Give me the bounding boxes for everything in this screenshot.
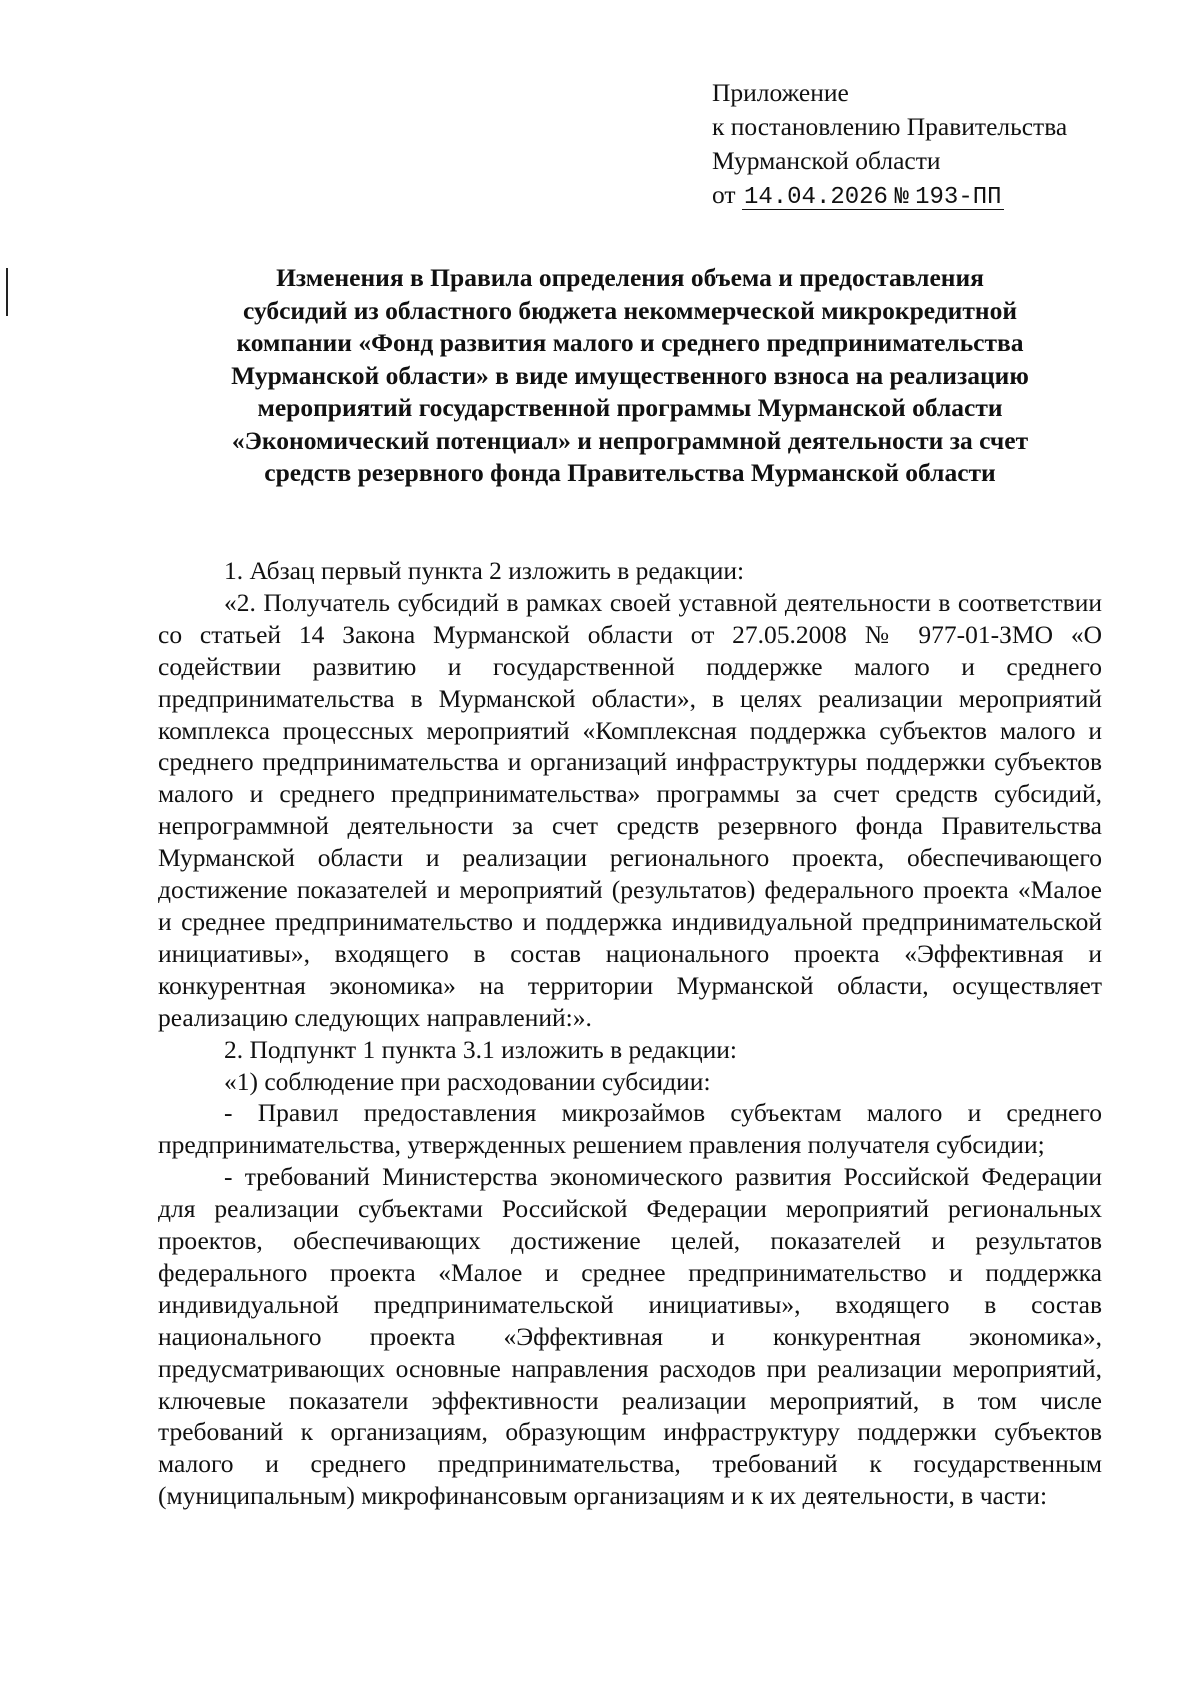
paragraph-2: «2. Получатель субсидий в рамках своей уставной деятельности в соответствии со статьей 14 Закона Мурманской области от 27.05.2008 № 977-01-ЗМО «О содействии развитию и государственной поддержке малого и среднего предпринимательства в Мурманской области», в целях реализации мероприятий комплекса процессных мероприятий «Комплексная поддержка субъектов малого и среднего предпринимательства и организаций инфраструктуры поддержки субъектов малого и среднего предпринимательства» программы за счет средств субсидий, непрограммной деятельности за счет средств резервного фонда Правительства Мурманской области и реализации регионального проекта, обеспечивающего достижение показателей и мероприятий (результатов) федерального проекта «Малое и среднее предпринимательство и поддержка индивидуальной предпринимательской инициативы», входящего в состав национального проекта «Эффективная и конкурентная экономика» на территории Мурманской области, осуществляет реализацию следующих направлений:». [158,587,1102,1032]
scan-margin-mark [6,268,8,316]
title-line-3: компании «Фонд развития малого и среднего предпринимательства [236,328,1024,357]
document-title [150,262,1110,490]
title-line-2: субсидий из областного бюджета некоммерческой микрокредитной [242,295,1018,325]
resolution-number: 193-ПП [915,184,1002,211]
title-line-6: «Экономический потенциал» и непрограммной деятельности за счет [231,425,1029,455]
date-prefix: от [712,180,736,209]
paragraph-4: «1) соблюдение при расходовании субсидии: [224,1066,711,1096]
document-body [158,555,1102,1512]
paragraph-5: - Правил предоставления микрозаймов субъектам малого и среднего предпринимательства, утвержденных решением правления получателя субсидии; [158,1098,1102,1160]
number-sign: № [894,184,909,211]
appendix-resolution-line: к постановлению Правительства [712,112,1068,141]
paragraph-6: - требований Министерства экономического развития Российской Федерации для реализации субъектами Российской Федерации мероприятий региональных проектов, обеспечивающих достижение целей, показателей и результатов федерального проекта «Малое и среднее предпринимательство и поддержка индивидуальной предпринимательской инициативы», входящего в состав национального проекта «Эффективная и конкурентная экономика», предусматривающих основные направления расходов при реализации мероприятий, ключевые показатели эффективности реализации мероприятий, в том числе требований к организациям, образующим инфраструктуру поддержки субъектов малого и среднего предпринимательства, требований к государственным (муниципальным) микрофинансовым организациям и к их деятельности, в части: [158,1162,1102,1511]
title-line-4: Мурманской области» в виде имущественного взноса на реализацию [231,360,1029,390]
paragraph-1: 1. Абзац первый пункта 2 изложить в редакции: [224,556,745,585]
title-line-7: средств резервного фонда Правительства Мурманской области [264,458,996,487]
appendix-label: Приложение [712,78,849,107]
paragraph-3: 2. Подпункт 1 пункта 3.1 изложить в редакции: [224,1034,737,1064]
resolution-date-field [742,180,1004,210]
appendix-region-line: Мурманской области [712,146,941,175]
title-line-5: мероприятий государственной программы Мурманской области [257,393,1003,422]
appendix-header [712,76,1067,215]
title-line-1: Изменения в Правила определения объема и предоставления [276,263,984,292]
resolution-date: 14.04.2026 [743,184,888,211]
appendix-date-line [712,178,1067,215]
